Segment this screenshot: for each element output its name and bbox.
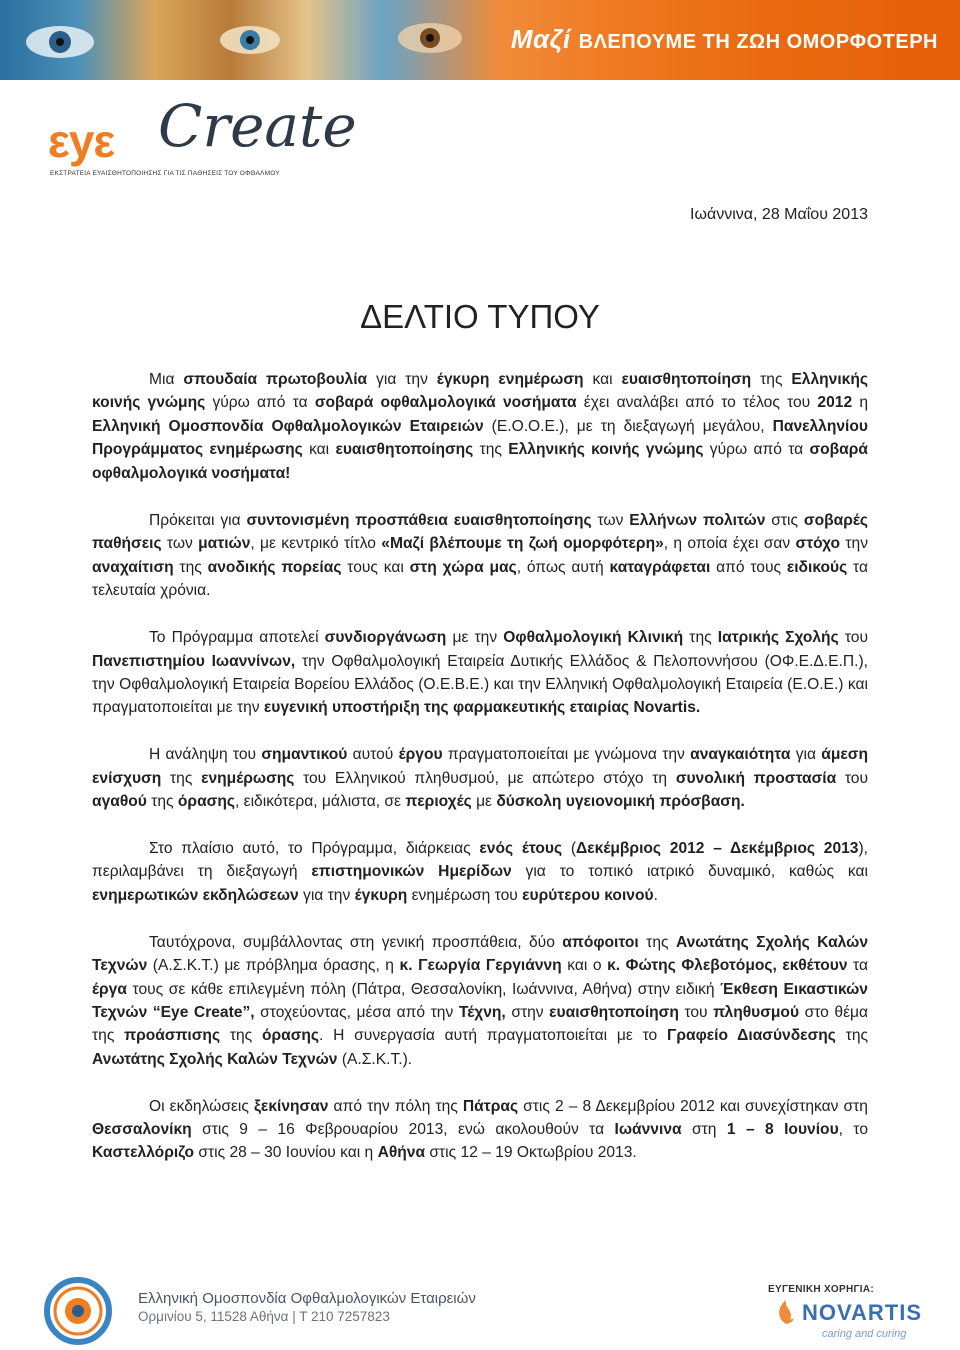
bold-text: Ελληνικής κοινής γνώμης — [508, 441, 704, 459]
text-run: ( — [562, 840, 577, 857]
text-run: Πρόκειται για — [149, 512, 247, 530]
text-run: τους σε κάθε επιλεγμένη πόλη (Πάτρα, Θεσσαλονίκη, Ιωάννινα, Αθήνα) στην ειδική — [126, 980, 721, 998]
bold-text: Οφθαλμολογική Κλινική — [503, 629, 684, 647]
bold-text: σπουδαία πρωτοβουλία — [183, 371, 368, 388]
bold-text: έγκυρη — [354, 886, 408, 904]
text-run: με την — [446, 629, 504, 647]
bold-text: κ. Γεωργία Γεργιάννη — [399, 957, 562, 975]
paragraph-2 — [92, 509, 868, 603]
text-run: Οι εκδηλώσεις — [149, 1097, 254, 1115]
banner-tagline — [511, 24, 938, 55]
bold-text: δύσκολη υγειονομική πρόσβαση. — [496, 793, 745, 811]
text-run: στην — [505, 1003, 550, 1021]
sponsor-slogan: caring and curing — [822, 1328, 907, 1340]
bold-text: ευαισθητοποίηση — [621, 371, 752, 388]
text-run: Η ανάληψη του — [149, 746, 262, 764]
eye-create-logo — [46, 92, 357, 192]
paragraph-7 — [92, 1095, 868, 1165]
bold-text: συντονισμένη προσπάθεια ευαισθητοποίησης — [246, 512, 592, 530]
bold-text: αναγκαιότητα — [690, 746, 791, 764]
text-run: τα τελευταία χρόνια. — [92, 558, 869, 600]
page-title: ΔΕΛΤΙΟ ΤΥΠΟΥ — [360, 298, 600, 335]
bold-text: Ανωτάτης Σχολής Καλών Τεχνών — [92, 1050, 338, 1068]
text-run: . Η συνεργασία αυτή πραγματοποιείται με το — [319, 1027, 667, 1045]
text-run: στις 12 – 19 Οκτωβρίου 2013. — [425, 1144, 637, 1162]
bold-text: Ελληνική Ομοσπονδία Οφθαλμολογικών Εταιρειών — [92, 417, 484, 435]
text-run: ενημέρωση του — [407, 886, 523, 904]
footer-address: Ορμινίου 5, 11528 Αθήνα | Τ 210 7257823 — [138, 1309, 390, 1324]
bold-text: ευρύτερου κοινού — [522, 886, 654, 904]
bold-text: Πάτρας — [462, 1097, 519, 1115]
text-run: (Α.Σ.Κ.Τ.). — [337, 1050, 413, 1068]
bold-text: έγκυρη ενημέρωση — [436, 371, 584, 388]
text-run: η — [852, 394, 868, 412]
text-run: , ειδικότερα, μάλιστα, σε — [234, 793, 406, 811]
bold-text: Ελληνικής κοινής γνώμης — [92, 371, 868, 412]
bold-text: σημαντικού — [261, 746, 348, 764]
bold-text: ενημερωτικών εκδηλώσεων — [92, 886, 299, 904]
bold-text: ενημέρωσης — [201, 769, 295, 787]
bold-text: ευαισθητοποίησης — [335, 441, 474, 459]
bold-text: στόχο — [795, 535, 841, 553]
text-run: γύρω από τα — [703, 441, 810, 459]
text-run: από τους — [710, 558, 787, 576]
text-run: της — [473, 441, 509, 459]
sponsor-label: ΕΥΓΕΝΙΚΗ ΧΟΡΗΓΙΑ: — [768, 1284, 875, 1295]
bold-text: έργα — [92, 980, 127, 998]
bold-text: επιστημονικών Ημερίδων — [311, 863, 512, 881]
bold-text: σοβαρά οφθαλμολογικά νοσήματα — [314, 394, 577, 412]
text-run: για την — [298, 886, 355, 904]
paragraph-1 — [92, 368, 868, 485]
top-banner — [0, 0, 960, 80]
novartis-logo — [772, 1298, 922, 1342]
text-run: την Οφθαλμολογική Εταιρεία Δυτικής Ελλάδος & Πελοποννήσου (ΟΦ.Ε.Δ.Ε.Π.), την Οφθαλμολογική Εταιρεία Βορείου Ελλάδος (Ο.Ε.Β.Ε.) και την Ελληνική Οφθαλμολογική Εταιρεία (Ε.Ο.Ε.) και πραγματοποιείται με την — [92, 652, 868, 717]
text-run: της — [835, 1027, 869, 1045]
text-run: και — [302, 441, 336, 459]
bold-text: Δεκέμβριος 2012 – Δεκέμβριος 2013 — [576, 840, 859, 857]
text-run: και — [583, 371, 622, 388]
text-run: από την πόλη της — [328, 1097, 463, 1115]
press-release-body — [92, 368, 868, 1188]
bold-text: Ανωτάτης Σχολής Καλών Τεχνών — [92, 933, 868, 975]
bold-text: Γραφείο Διασύνδεσης — [666, 1027, 836, 1045]
text-run: της — [161, 769, 202, 787]
bold-text: αναχαίτιση — [92, 558, 174, 576]
text-run: Ταυτόχρονα, συμβάλλοντας στη γενική προσπάθεια, δύο — [149, 933, 563, 951]
bold-text: σοβαρές παθήσεις — [92, 512, 868, 553]
bold-text: περιοχές — [405, 793, 472, 811]
text-run: Μια — [149, 371, 184, 388]
text-run: για το τοπικό ιατρικό δυναμικό, καθώς και — [511, 863, 869, 881]
text-run: Στο πλαίσιο αυτό, το Πρόγραμμα, διάρκειας — [149, 840, 480, 857]
text-run: Το Πρόγραμμα αποτελεί — [149, 629, 325, 647]
bold-text: Ιωάννινα — [614, 1121, 682, 1139]
bold-text: «Μαζί βλέπουμε τη ζωή ομορφότερη» — [381, 535, 664, 553]
bold-text: έργου — [398, 746, 443, 764]
bold-text: όρασης — [177, 793, 235, 811]
text-run: του — [836, 769, 868, 787]
bold-text: ευαισθητοποίηση — [549, 1003, 679, 1021]
text-run: ), περιλαμβάνει τη διεξαγωγή — [92, 840, 868, 881]
logo-eye-text: εyε — [48, 115, 115, 167]
paragraph-4 — [92, 743, 868, 813]
text-run: του Ελληνικού πληθυσμού, με απώτερο στόχο τη — [294, 769, 676, 787]
text-run: στη — [681, 1121, 727, 1139]
text-run: , το — [838, 1121, 869, 1139]
text-run: την — [840, 535, 869, 553]
bold-text: Αθήνα — [377, 1144, 426, 1162]
bold-text: προάσπισης — [124, 1027, 221, 1045]
bold-text: Ιατρικής Σχολής — [717, 629, 839, 647]
text-run: της — [146, 793, 178, 811]
text-run: ), με τη διεξαγωγή μεγάλου, — [559, 417, 773, 435]
text-run: με — [471, 793, 497, 811]
bold-text: συνδιοργάνωση — [324, 629, 447, 647]
bold-text: ειδικούς — [786, 558, 848, 576]
text-run: των — [161, 535, 199, 553]
text-run: της — [638, 933, 676, 951]
text-run: , με κεντρικό τίτλο — [250, 535, 382, 553]
text-run: , όπως αυτή — [516, 558, 610, 576]
bold-text: άμεση ενίσχυση — [92, 746, 868, 787]
paragraph-6 — [92, 931, 868, 1071]
text-run: και ο — [561, 957, 608, 975]
bold-text: ευγενική υποστήριξη της φαρμακευτικής εταιρίας Novartis. — [263, 699, 701, 717]
text-run: του — [678, 1003, 714, 1021]
bold-text: Πανελληνίου Προγράμματος ενημέρωσης — [92, 417, 868, 459]
bold-text: πληθυσμού — [713, 1003, 800, 1021]
bold-text: 2012 — [817, 394, 853, 412]
text-run: στις 28 – 30 Ιουνίου και η — [194, 1144, 378, 1162]
bold-text: Έκθεση Εικαστικών Τεχνών “Eye Create”, — [92, 980, 868, 1021]
bold-text: αγαθού — [92, 793, 147, 811]
text-run: στις — [765, 512, 804, 530]
document-date: Ιωάννινα, 28 Μαΐου 2013 — [690, 206, 868, 223]
logo-create-text: Create — [158, 92, 357, 160]
text-run: πραγματοποιείται με γνώμονα την — [442, 746, 691, 764]
text-run: τα — [847, 957, 868, 975]
bold-text: όρασης — [261, 1027, 320, 1045]
bold-text: ανοδικής πορείας — [207, 558, 342, 576]
text-run: για — [790, 746, 822, 764]
text-run: τους και — [341, 558, 410, 576]
text-run: γύρω από τα — [205, 394, 315, 412]
text-run: έχει αναλάβει από το τέλος του — [576, 394, 818, 412]
bold-text: σοβαρά οφθαλμολογικά νοσήματα! — [92, 441, 868, 482]
text-run: στις 2 – 8 Δεκεμβρίου 2012 και συνεχίστηκαν στη — [518, 1097, 868, 1115]
bold-text: Τέχνη, — [458, 1003, 506, 1021]
bold-text: απόφοιτοι — [562, 933, 639, 951]
bold-text: ματιών — [198, 535, 251, 553]
text-run: στοχεύοντας, μέσα από την — [254, 1003, 459, 1021]
text-run: για την — [367, 371, 437, 388]
text-run: της — [220, 1027, 262, 1045]
bold-text: Θεσσαλονίκη — [92, 1121, 192, 1139]
text-run: της — [751, 371, 792, 388]
sponsor-name: NOVARTIS — [802, 1300, 923, 1325]
novartis-flame-icon — [772, 1298, 800, 1326]
text-run: , η οποία έχει σαν — [663, 535, 796, 553]
footer-org-name: Ελληνική Ομοσπονδία Οφθαλμολογικών Εταιρειών — [138, 1290, 476, 1307]
text-run: (Ε.Ο.Ο.Ε. — [483, 417, 560, 435]
bold-text: καταγράφεται — [609, 558, 711, 576]
bold-text: ενός έτους — [479, 840, 563, 857]
text-run: αυτού — [347, 746, 399, 764]
bold-text: ξεκίνησαν — [253, 1097, 329, 1115]
bold-text: συνολική προστασία — [675, 769, 837, 787]
text-run: του — [838, 629, 868, 647]
banner-brand: Μαζί — [510, 24, 571, 54]
text-run: των — [591, 512, 630, 530]
bold-text: Ελλήνων πολιτών — [629, 512, 766, 530]
banner-slogan: ΒΛΕΠΟΥΜΕ ΤΗ ΖΩΗ ΟΜΟΡΦΟΤΕΡΗ — [578, 31, 938, 53]
paragraph-3 — [92, 626, 868, 720]
text-run: (Α.Σ.Κ.Τ.) με πρόβλημα όρασης, η — [147, 957, 400, 975]
text-run: της — [173, 558, 208, 576]
logo-subtitle: ΕΚΣΤΡΑΤΕΙΑ ΕΥΑΙΣΘΗΤΟΠΟΙΗΣΗΣ ΓΙΑ ΤΙΣ ΠΑΘΗΣΕΙΣ ΤΟΥ ΟΦΘΑΛΜΟΥ — [50, 170, 280, 177]
federation-seal-icon — [36, 1276, 128, 1346]
text-run: στο θέμα της — [92, 1003, 869, 1045]
text-run: της — [683, 629, 718, 647]
bold-text: Καστελλόριζο — [92, 1144, 195, 1162]
bold-text: στη χώρα μας — [409, 558, 517, 576]
text-run: . — [653, 886, 658, 904]
bold-text: Πανεπιστημίου Ιωαννίνων, — [92, 652, 296, 670]
text-run: στις 9 – 16 Φεβρουαρίου 2013, ενώ ακολουθούν τα — [191, 1121, 615, 1139]
bold-text: κ. Φώτης Φλεβοτόμος, εκθέτουν — [607, 957, 848, 975]
bold-text: 1 – 8 Ιουνίου — [726, 1121, 839, 1139]
paragraph-5 — [92, 837, 868, 907]
